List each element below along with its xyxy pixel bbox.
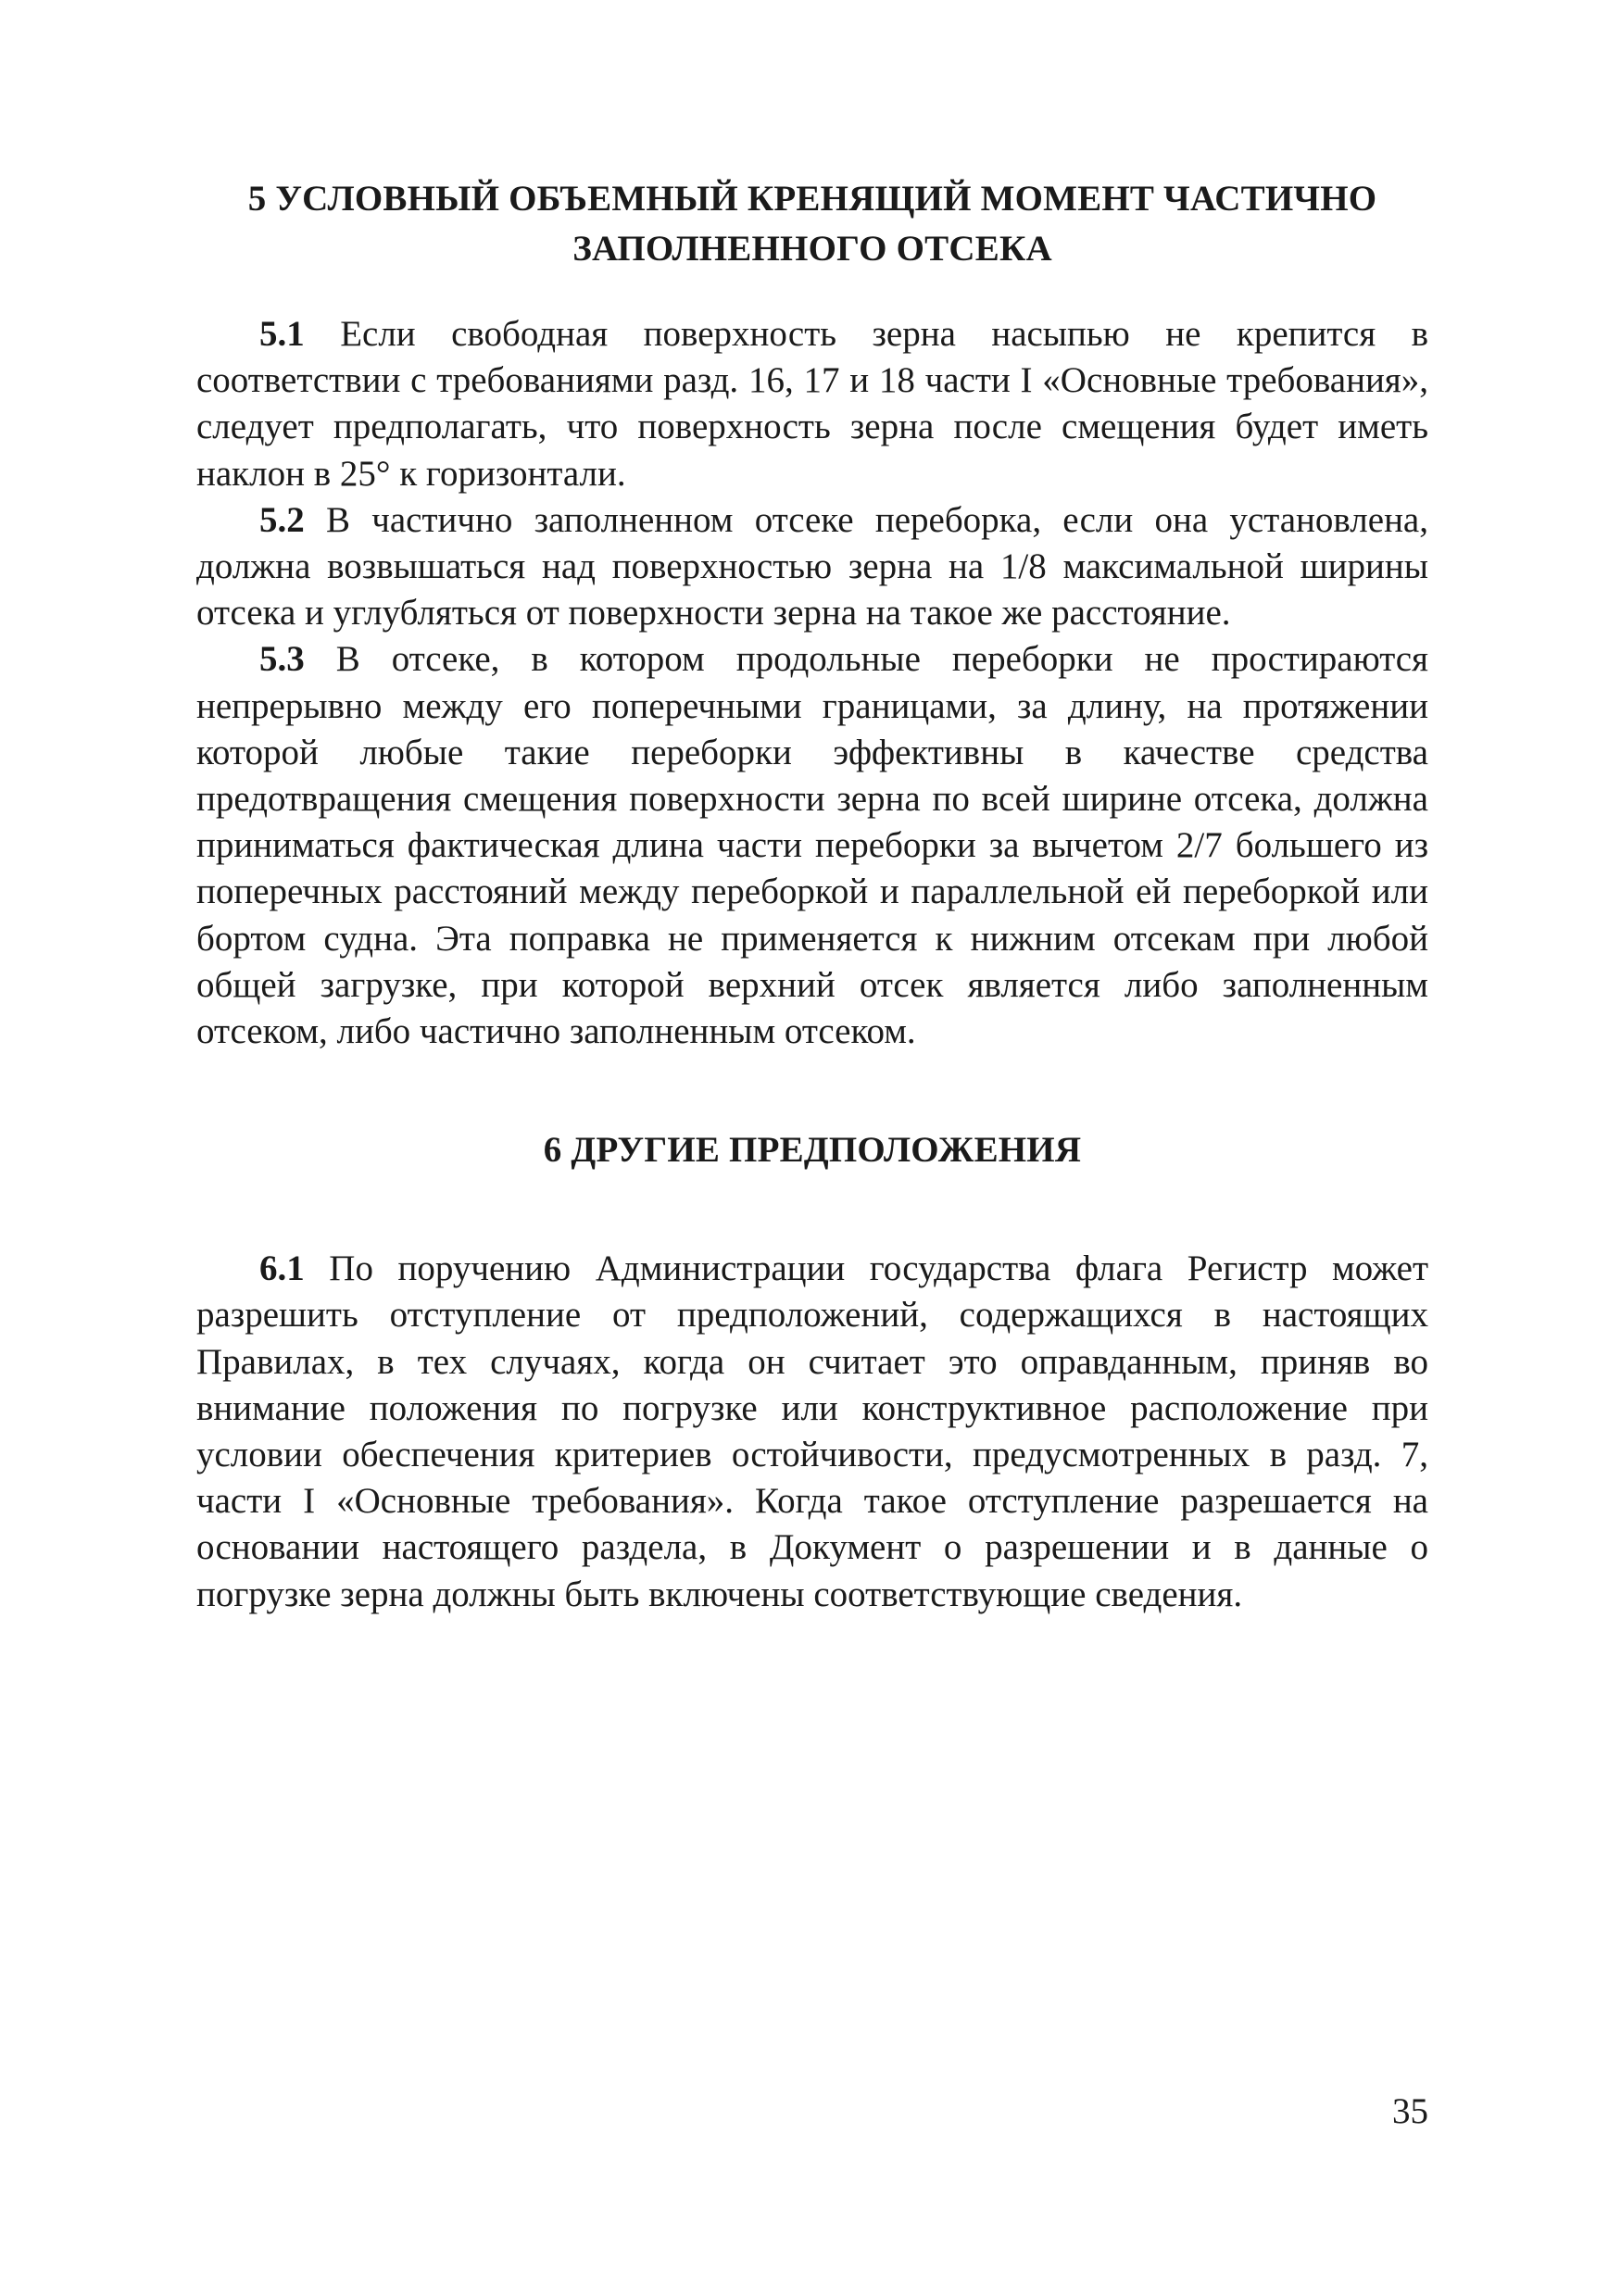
page-number: 35: [1392, 2091, 1428, 2131]
paragraph-number: 5.1: [259, 314, 305, 354]
section-6-title: 6 ДРУГИЕ ПРЕДПОЛОЖЕНИЯ: [543, 1130, 1082, 1171]
paragraph-5-2: [196, 497, 1428, 637]
paragraph-text: Если свободная поверхность зерна насыпью не крепится в соответствии с требованиями разд. 16, 17 и 18 части I «Основные требования», следует предполагать, что поверхность зерна после смещения будет иметь наклон в 25° к горизонтали.: [196, 314, 1428, 494]
paragraph-number: 5.2: [259, 499, 305, 540]
paragraph-number: 5.3: [259, 639, 305, 680]
paragraph-6-1: [196, 1246, 1428, 1618]
section-5-title: [196, 174, 1428, 274]
section-5-title-line-1: 5 УСЛОВНЫЙ ОБЪЕМНЫЙ КРЕНЯЩИЙ МОМЕНТ ЧАСТИЧНО: [247, 179, 1377, 219]
paragraph-number: 6.1: [259, 1248, 305, 1289]
paragraph-text: По поручению Администрации государства флага Регистр может разрешить отступление от предположений, содержащихся в настоящих Правилах, в тех случаях, когда он считает это оправданным, приняв во внимание положения по погрузке или конструктивное расположение при условии обеспечения критериев остойчивости, предусмотренных в разд. 7, части I «Основные требования». Когда такое отступление разрешается на основании настоящего раздела, в Документ о разрешении и в данные о погрузке зерна должны быть включены соответствующие сведения.: [196, 1248, 1428, 1614]
document-page: [196, 167, 1428, 1618]
paragraph-5-3: [196, 636, 1428, 1055]
section-5-title-line-2: ЗАПОЛНЕННОГО ОТСЕКА: [572, 229, 1052, 269]
paragraph-text: В отсеке, в котором продольные переборки не простираются непрерывно между его поперечными границами, за длину, на протяжении которой любые такие переборки эффективны в качестве средства предотвращения смещения поверхности зерна по всей ширине отсека, должна приниматься фактическая длина части переборки за вычетом 2/7 большего из поперечных расстояний между переборкой и параллельной ей переборкой или бортом судна. Эта поправка не применяется к нижним отсекам при любой общей загрузке, при которой верхний отсек является либо заполненным отсеком, либо частично заполненным отсеком.: [196, 639, 1428, 1052]
paragraph-5-1: [196, 311, 1428, 497]
paragraph-text: В частично заполненном отсеке переборка, если она установлена, должна возвышаться над поверхностью зерна на 1/8 максимальной ширины отсека и углубляться от поверхности зерна на такое же расстояние.: [196, 499, 1428, 634]
